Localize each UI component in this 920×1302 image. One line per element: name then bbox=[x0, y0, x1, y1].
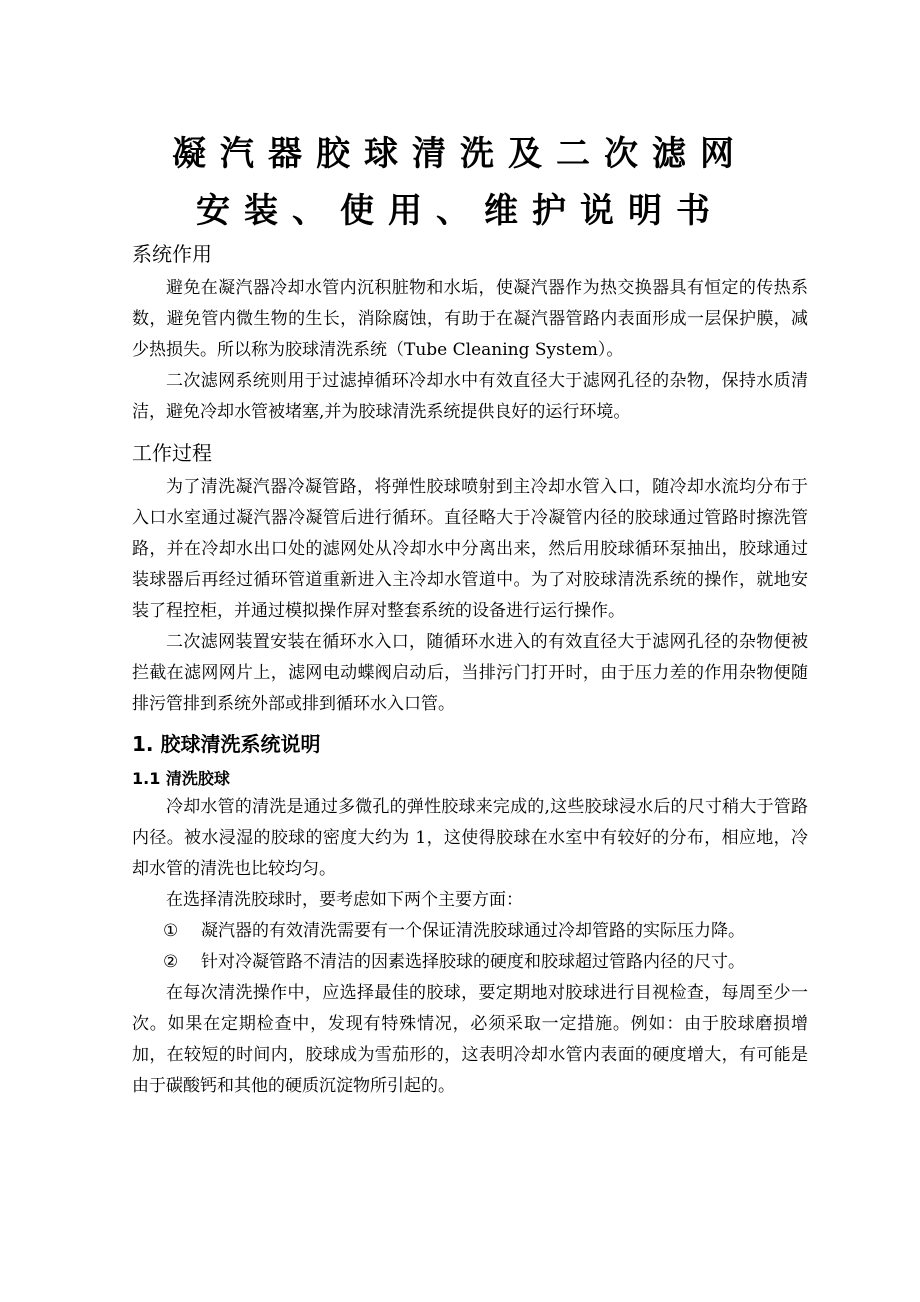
list-item-number: ② bbox=[163, 952, 179, 972]
paragraph-system-role-2: 二次滤网系统则用于过滤掉循环冷却水中有效直径大于滤网孔径的杂物，保持水质清洁，避免冷却水管被堵塞,并为胶球清洗系统提供良好的运行环境。 bbox=[132, 371, 808, 422]
paragraph-section-1-1-2: 在选择清洗胶球时，要考虑如下两个主要方面： bbox=[166, 890, 523, 910]
heading-section-1-1: 1.1 清洗胶球 bbox=[132, 769, 230, 788]
document-title-line2: 安装、使用、维护说明书 bbox=[196, 191, 724, 231]
paragraph-system-role-1: 避免在凝汽器冷却水管内沉积脏物和水垢，使凝汽器作为热交换器具有恒定的传热系数，避免管内微生物的生长，消除腐蚀，有助于在凝汽器管路内表面形成一层保护膜，减少热损失。所以称为胶球清洗系统（Tube Cleaning System）。 bbox=[132, 278, 808, 360]
list-item bbox=[163, 947, 813, 978]
list-item-text: 针对冷凝管路不清洁的因素选择胶球的硬度和胶球超过管路内径的尺寸。 bbox=[201, 952, 745, 972]
list-item bbox=[163, 916, 813, 947]
list-item-number: ① bbox=[163, 921, 179, 941]
list-item-text: 凝汽器的有效清洗需要有一个保证清洗胶球通过冷却管路的实际压力降。 bbox=[201, 921, 745, 941]
heading-section-1: 1. 胶球清洗系统说明 bbox=[132, 732, 321, 756]
document-title-line1: 凝汽器胶球清洗及二次滤网 bbox=[172, 134, 748, 174]
heading-work-process: 工作过程 bbox=[132, 441, 212, 465]
heading-system-role: 系统作用 bbox=[132, 242, 212, 266]
paragraph-section-1-1-3: 在每次清洗操作中，应选择最佳的胶球，要定期地对胶球进行目视检查，每周至少一次。如果在定期检查中，发现有特殊情况，必须采取一定措施。例如：由于胶球磨损增加，在较短的时间内，胶球成为雪茄形的，这表明冷却水管内表面的硬度增大，有可能是由于碳酸钙和其他的硬质沉淀物所引起的。 bbox=[132, 983, 808, 1096]
paragraph-work-process-2: 二次滤网装置安装在循环水入口，随循环水进入的有效直径大于滤网孔径的杂物便被拦截在滤网网片上，滤网电动蝶阀启动后，当排污门打开时，由于压力差的作用杂物便随排污管排到系统外部或排到循环水入口管。 bbox=[132, 632, 808, 714]
paragraph-section-1-1-1: 冷却水管的清洗是通过多微孔的弹性胶球来完成的,这些胶球浸水后的尺寸稍大于管路内径。被水浸湿的胶球的密度大约为 1，这使得胶球在水室中有较好的分布，相应地，冷却水管的清洗也比较均匀。 bbox=[132, 797, 808, 879]
paragraph-work-process-1: 为了清洗凝汽器冷凝管路，将弹性胶球喷射到主冷却水管入口，随冷却水流均分布于入口水室通过凝汽器冷凝管后进行循环。直径略大于冷凝管内径的胶球通过管路时擦洗管路，并在冷却水出口处的滤网处从冷却水中分离出来，然后用胶球循环泵抽出，胶球通过装球器后再经过循环管道重新进入主冷却水管道中。为了对胶球清洗系统的操作，就地安装了程控柜，并通过模拟操作屏对整套系统的设备进行运行操作。 bbox=[132, 477, 808, 621]
